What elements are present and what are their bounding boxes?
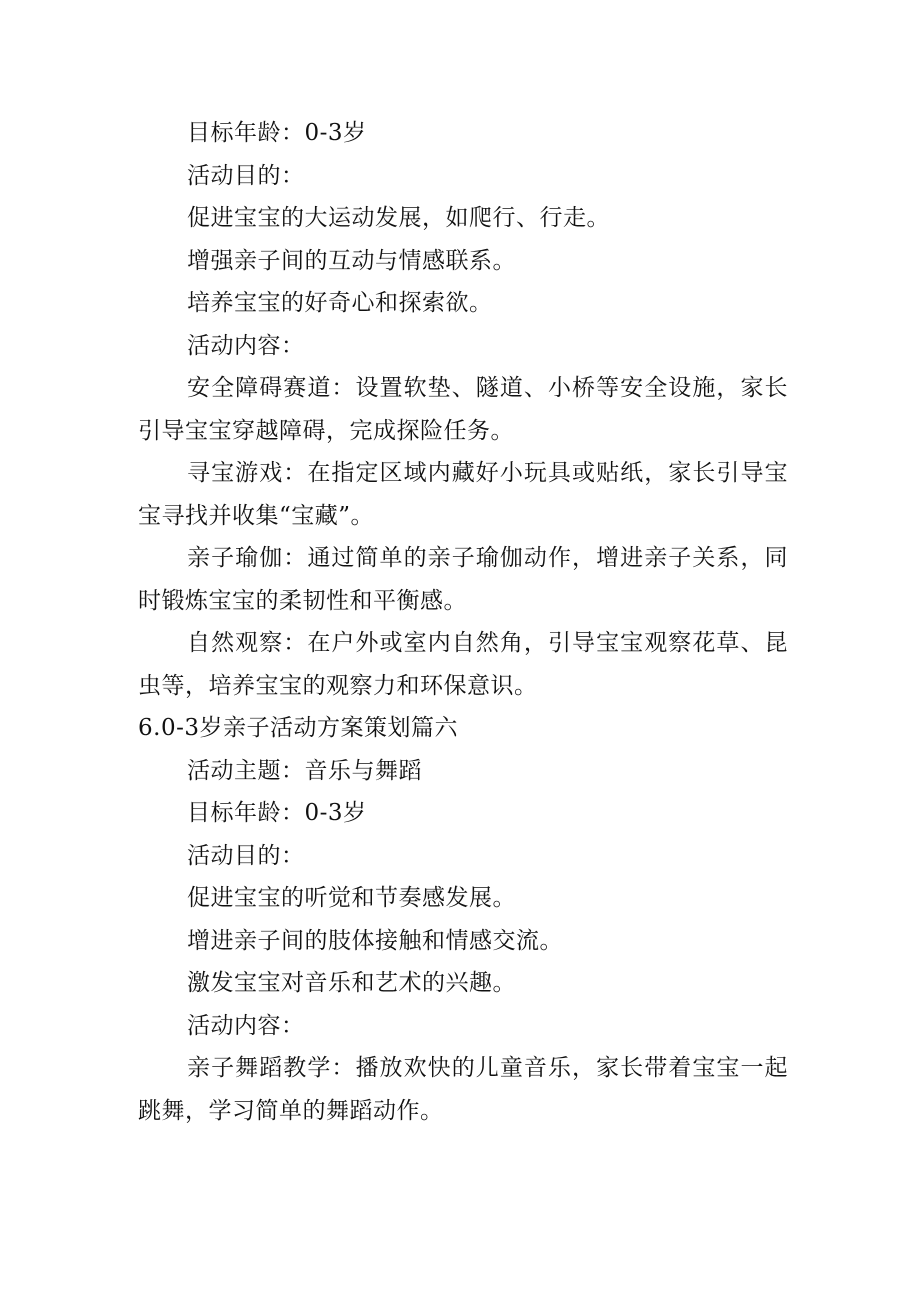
paragraph-purpose-3: 培养宝宝的好奇心和探索欲。: [187, 290, 493, 316]
paragraph-nature-observation: 自然观察：在户外或室内自然角，引导宝宝观察花草、昆虫等，培养宝宝的观察力和环保意识。: [138, 630, 788, 699]
paragraph-purpose-1: 促进宝宝的大运动发展，如爬行、行走。: [187, 205, 610, 231]
paragraph-purpose-label: 活动目的：: [187, 162, 305, 189]
paragraph-purpose-label-2: 活动目的：: [187, 842, 305, 869]
document-body: [138, 112, 788, 1132]
paragraph-purpose-2: 增强亲子间的互动与情感联系。: [187, 247, 516, 274]
paragraph-purpose-2-2: 增进亲子间的肢体接触和情感交流。: [187, 927, 563, 954]
section-heading: 6.0-3岁亲子活动方案策划篇六: [138, 715, 458, 741]
paragraph-parent-child-yoga: 亲子瑜伽：通过简单的亲子瑜伽动作，增进亲子关系，同时锻炼宝宝的柔韧性和平衡感。: [138, 545, 788, 614]
paragraph-target-age-2: 目标年龄：0-3岁: [187, 800, 367, 826]
paragraph-content-label-2: 活动内容：: [187, 1012, 305, 1039]
paragraph-obstacle-course: 安全障碍赛道：设置软垫、隧道、小桥等安全设施，家长引导宝宝穿越障碍，完成探险任务。: [138, 375, 788, 444]
paragraph-content-label: 活动内容：: [187, 332, 305, 359]
paragraph-target-age: 目标年龄：0-3岁: [187, 120, 367, 146]
paragraph-purpose-2-1: 促进宝宝的听觉和节奏感发展。: [187, 885, 516, 911]
paragraph-treasure-hunt: 寻宝游戏：在指定区域内藏好小玩具或贴纸，家长引导宝宝寻找并收集“宝藏”。: [138, 460, 788, 529]
paragraph-theme: 活动主题：音乐与舞蹈: [187, 757, 422, 784]
paragraph-purpose-2-3: 激发宝宝对音乐和艺术的兴趣。: [187, 970, 516, 996]
paragraph-dance-teaching: 亲子舞蹈教学：播放欢快的儿童音乐，家长带着宝宝一起跳舞，学习简单的舞蹈动作。: [138, 1055, 788, 1124]
